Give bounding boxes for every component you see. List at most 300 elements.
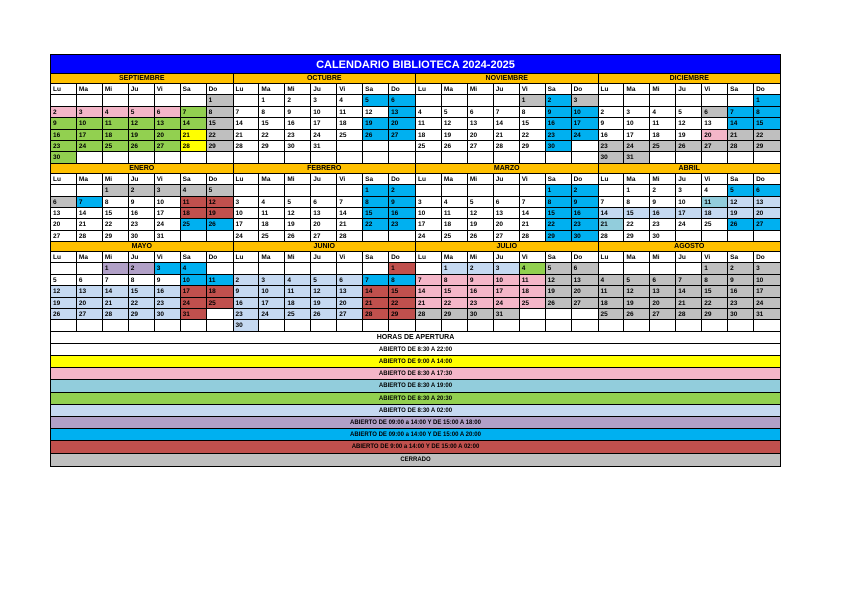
day-cell: 20 (494, 219, 520, 230)
day-cell (650, 95, 676, 106)
day-cell: 16 (285, 118, 311, 129)
day-cell (572, 141, 598, 152)
day-cell: 23 (234, 309, 260, 320)
day-cell: 21 (77, 219, 103, 230)
day-cell (468, 95, 494, 106)
day-cell (129, 95, 155, 106)
day-cell (702, 95, 728, 106)
day-cell (494, 185, 520, 196)
weekday-header: Vi (155, 252, 181, 263)
legend-item: CERRADO (51, 454, 780, 466)
day-cell (389, 231, 415, 242)
day-cell: 27 (311, 231, 337, 242)
day-cell: 14 (520, 208, 546, 219)
day-cell: 23 (51, 141, 77, 152)
day-cell: 26 (676, 141, 702, 152)
weekday-header: Sa (181, 174, 207, 185)
day-cell: 4 (285, 275, 311, 286)
month-febrero (234, 164, 417, 242)
day-cell: 4 (702, 185, 728, 196)
day-cell: 22 (702, 298, 728, 309)
day-cell: 7 (494, 107, 520, 118)
day-cell: 6 (337, 275, 363, 286)
day-cell (520, 185, 546, 196)
day-cell: 23 (599, 141, 625, 152)
day-cell (702, 320, 728, 331)
legend-item: ABIERTO DE 8:30 A 22:00 (51, 344, 780, 356)
day-cell: 18 (181, 208, 207, 219)
day-cell: 28 (234, 141, 260, 152)
day-cell: 15 (129, 286, 155, 297)
day-cell: 17 (572, 118, 598, 129)
day-cell: 25 (599, 309, 625, 320)
day-cell: 23 (389, 219, 415, 230)
weekday-header: Do (572, 252, 598, 263)
day-cell: 12 (546, 275, 572, 286)
day-cell (207, 320, 233, 331)
weekday-header: Do (572, 174, 598, 185)
day-cell: 20 (77, 298, 103, 309)
day-cell (234, 263, 260, 274)
legend-item: ABIERTO DE 8:30 A 17:30 (51, 368, 780, 380)
day-cell: 2 (129, 185, 155, 196)
day-cell (259, 263, 285, 274)
day-cell: 29 (207, 141, 233, 152)
day-cell: 16 (234, 298, 260, 309)
day-cell: 25 (416, 141, 442, 152)
day-cell: 28 (728, 141, 754, 152)
day-cell: 16 (51, 130, 77, 141)
day-cell: 6 (650, 275, 676, 286)
day-cell: 22 (103, 219, 129, 230)
day-cell: 31 (494, 309, 520, 320)
day-cell (572, 309, 598, 320)
weekday-header: Mi (103, 84, 129, 95)
day-cell (155, 152, 181, 163)
day-cell (416, 95, 442, 106)
day-cell: 28 (363, 309, 389, 320)
day-cell: 6 (754, 185, 780, 196)
day-cell: 19 (311, 298, 337, 309)
month-junio (234, 242, 417, 332)
month-agosto (599, 242, 782, 332)
day-cell: 30 (650, 231, 676, 242)
weekday-header: Do (389, 174, 415, 185)
day-cell (572, 152, 598, 163)
day-cell: 26 (285, 231, 311, 242)
day-cell: 14 (676, 286, 702, 297)
day-cell: 21 (181, 130, 207, 141)
day-cell: 8 (389, 275, 415, 286)
day-cell: 23 (285, 130, 311, 141)
day-cell: 5 (129, 107, 155, 118)
day-cell (416, 185, 442, 196)
day-cell (624, 263, 650, 274)
day-cell (337, 263, 363, 274)
day-cell (103, 95, 129, 106)
day-cell: 28 (416, 309, 442, 320)
day-cell: 1 (754, 95, 780, 106)
weekday-header: Mi (285, 174, 311, 185)
day-cell (207, 309, 233, 320)
day-cell (77, 320, 103, 331)
legend-item: ABIERTO DE 8:30 A 19:00 (51, 380, 780, 392)
day-cell: 28 (337, 231, 363, 242)
day-cell (207, 152, 233, 163)
day-cell (599, 185, 625, 196)
day-cell: 30 (51, 152, 77, 163)
month-enero (50, 164, 234, 242)
day-cell (129, 320, 155, 331)
day-cell (155, 320, 181, 331)
day-cell (728, 231, 754, 242)
day-cell: 7 (728, 107, 754, 118)
day-cell: 2 (389, 185, 415, 196)
weekday-header: Sa (728, 252, 754, 263)
day-cell: 6 (155, 107, 181, 118)
day-cell: 23 (650, 219, 676, 230)
day-cell: 31 (155, 231, 181, 242)
month-grid (51, 84, 233, 164)
weekday-header: Lu (234, 252, 260, 263)
day-cell: 17 (754, 286, 780, 297)
day-cell: 26 (468, 231, 494, 242)
legend-item: ABIERTO DE 8:30 A 20:30 (51, 393, 780, 405)
day-cell (728, 320, 754, 331)
day-cell (754, 320, 780, 331)
day-cell: 19 (676, 130, 702, 141)
day-cell: 26 (129, 141, 155, 152)
day-cell: 5 (311, 275, 337, 286)
day-cell: 15 (363, 208, 389, 219)
day-cell (285, 320, 311, 331)
day-cell: 21 (599, 219, 625, 230)
calendar-sheet (50, 54, 781, 467)
day-cell (259, 152, 285, 163)
day-cell: 29 (442, 309, 468, 320)
weekday-header: Ma (624, 252, 650, 263)
day-cell: 20 (650, 298, 676, 309)
day-cell: 24 (259, 309, 285, 320)
day-cell: 10 (311, 107, 337, 118)
day-cell (624, 320, 650, 331)
weekday-header: Lu (599, 84, 625, 95)
day-cell: 20 (311, 219, 337, 230)
weekday-header: Ma (77, 252, 103, 263)
day-cell: 13 (389, 107, 415, 118)
day-cell: 31 (754, 309, 780, 320)
day-cell: 29 (259, 141, 285, 152)
day-cell (468, 185, 494, 196)
day-cell: 27 (572, 298, 598, 309)
day-cell: 20 (337, 298, 363, 309)
weekday-header: Mi (650, 84, 676, 95)
day-cell: 28 (599, 231, 625, 242)
day-cell: 25 (181, 219, 207, 230)
day-cell: 30 (572, 231, 598, 242)
day-cell: 14 (416, 286, 442, 297)
day-cell: 19 (51, 298, 77, 309)
day-cell (207, 263, 233, 274)
day-cell: 2 (285, 95, 311, 106)
weekday-header: Ju (311, 174, 337, 185)
month-header: OCTUBRE (234, 74, 416, 84)
day-cell: 21 (234, 130, 260, 141)
day-cell (416, 263, 442, 274)
day-cell (599, 95, 625, 106)
day-cell (311, 152, 337, 163)
day-cell: 20 (572, 286, 598, 297)
day-cell: 13 (337, 286, 363, 297)
weekday-header: Ju (676, 252, 702, 263)
day-cell: 10 (624, 118, 650, 129)
day-cell: 5 (468, 197, 494, 208)
day-cell: 2 (572, 185, 598, 196)
day-cell: 14 (234, 118, 260, 129)
day-cell: 24 (754, 298, 780, 309)
day-cell: 14 (494, 118, 520, 129)
day-cell: 18 (442, 219, 468, 230)
day-cell: 10 (259, 286, 285, 297)
day-cell: 1 (259, 95, 285, 106)
day-cell: 8 (363, 197, 389, 208)
weekday-header: Ma (442, 84, 468, 95)
day-cell (702, 231, 728, 242)
weekday-header: Sa (546, 174, 572, 185)
day-cell: 9 (129, 197, 155, 208)
month-diciembre (599, 74, 782, 164)
day-cell: 20 (754, 208, 780, 219)
day-cell: 8 (259, 107, 285, 118)
day-cell (624, 95, 650, 106)
day-cell: 30 (468, 309, 494, 320)
day-cell (77, 95, 103, 106)
day-cell (103, 320, 129, 331)
day-cell: 24 (234, 231, 260, 242)
weekday-header: Lu (51, 252, 77, 263)
day-cell: 4 (181, 185, 207, 196)
weekday-header: Ma (77, 84, 103, 95)
day-cell: 25 (520, 298, 546, 309)
day-cell: 27 (155, 141, 181, 152)
day-cell: 11 (599, 286, 625, 297)
weekday-header: Mi (285, 84, 311, 95)
weekday-header: Do (207, 174, 233, 185)
weekday-header: Vi (155, 84, 181, 95)
weekday-header: Vi (155, 174, 181, 185)
weekday-header: Sa (181, 252, 207, 263)
day-cell: 22 (624, 219, 650, 230)
day-cell: 29 (103, 231, 129, 242)
day-cell: 15 (702, 286, 728, 297)
day-cell: 29 (520, 141, 546, 152)
day-cell: 8 (754, 107, 780, 118)
day-cell: 5 (207, 185, 233, 196)
day-cell: 23 (546, 130, 572, 141)
weekday-header: Lu (51, 84, 77, 95)
day-cell (234, 152, 260, 163)
month-grid (599, 252, 781, 332)
day-cell: 6 (468, 107, 494, 118)
day-cell: 7 (599, 197, 625, 208)
month-grid (416, 84, 598, 164)
weekday-header: Mi (468, 252, 494, 263)
day-cell: 13 (155, 118, 181, 129)
day-cell: 9 (389, 197, 415, 208)
day-cell: 22 (129, 298, 155, 309)
day-cell: 24 (77, 141, 103, 152)
day-cell: 12 (207, 197, 233, 208)
day-cell: 10 (181, 275, 207, 286)
day-cell: 1 (624, 185, 650, 196)
day-cell: 8 (103, 197, 129, 208)
day-cell: 4 (416, 107, 442, 118)
day-cell (207, 231, 233, 242)
day-cell: 29 (129, 309, 155, 320)
day-cell (234, 95, 260, 106)
day-cell: 4 (103, 107, 129, 118)
day-cell: 12 (285, 208, 311, 219)
day-cell: 23 (728, 298, 754, 309)
day-cell (51, 263, 77, 274)
day-cell: 17 (416, 219, 442, 230)
day-cell (389, 141, 415, 152)
day-cell: 12 (311, 286, 337, 297)
day-cell: 27 (494, 231, 520, 242)
day-cell: 25 (442, 231, 468, 242)
weekday-header: Vi (337, 252, 363, 263)
day-cell: 11 (442, 208, 468, 219)
weekday-header: Vi (520, 174, 546, 185)
day-cell: 26 (207, 219, 233, 230)
day-cell: 1 (546, 185, 572, 196)
day-cell: 22 (546, 219, 572, 230)
day-cell: 6 (51, 197, 77, 208)
day-cell: 15 (442, 286, 468, 297)
day-cell (442, 185, 468, 196)
day-cell: 25 (337, 130, 363, 141)
day-cell: 12 (728, 197, 754, 208)
weekday-header: Do (754, 174, 780, 185)
day-cell: 31 (181, 309, 207, 320)
weekday-header: Do (389, 252, 415, 263)
day-cell: 13 (702, 118, 728, 129)
day-cell: 26 (546, 298, 572, 309)
day-cell: 30 (546, 141, 572, 152)
day-cell: 6 (494, 197, 520, 208)
day-cell: 28 (676, 309, 702, 320)
day-cell: 17 (234, 219, 260, 230)
day-cell: 28 (103, 309, 129, 320)
weekday-header: Mi (285, 252, 311, 263)
day-cell: 12 (51, 286, 77, 297)
day-cell: 9 (650, 197, 676, 208)
day-cell (285, 152, 311, 163)
day-cell: 2 (650, 185, 676, 196)
day-cell: 18 (337, 118, 363, 129)
day-cell (389, 320, 415, 331)
day-cell: 18 (103, 130, 129, 141)
day-cell (234, 185, 260, 196)
day-cell: 16 (728, 286, 754, 297)
weekday-header: Mi (468, 174, 494, 185)
day-cell: 25 (259, 231, 285, 242)
weekday-header: Ma (259, 174, 285, 185)
day-cell (676, 95, 702, 106)
day-cell: 1 (702, 263, 728, 274)
day-cell: 10 (754, 275, 780, 286)
day-cell (520, 320, 546, 331)
day-cell: 27 (468, 141, 494, 152)
day-cell: 19 (285, 219, 311, 230)
day-cell: 10 (234, 208, 260, 219)
month-header: ABRIL (599, 164, 781, 174)
day-cell: 7 (520, 197, 546, 208)
day-cell: 25 (702, 219, 728, 230)
day-cell (676, 152, 702, 163)
day-cell: 25 (103, 141, 129, 152)
day-cell: 21 (676, 298, 702, 309)
day-cell (337, 185, 363, 196)
month-header: MARZO (416, 164, 598, 174)
day-cell: 13 (650, 286, 676, 297)
day-cell: 17 (494, 286, 520, 297)
day-cell: 24 (416, 231, 442, 242)
day-cell: 16 (129, 208, 155, 219)
day-cell (599, 320, 625, 331)
day-cell: 27 (337, 309, 363, 320)
day-cell (181, 231, 207, 242)
day-cell: 22 (754, 130, 780, 141)
day-cell: 11 (103, 118, 129, 129)
day-cell: 23 (468, 298, 494, 309)
day-cell: 15 (389, 286, 415, 297)
day-cell (311, 185, 337, 196)
day-cell: 16 (546, 118, 572, 129)
day-cell: 5 (442, 107, 468, 118)
day-cell (572, 320, 598, 331)
weekday-header: Mi (103, 174, 129, 185)
day-cell (77, 185, 103, 196)
month-header: NOVIEMBRE (416, 74, 598, 84)
day-cell: 2 (129, 263, 155, 274)
day-cell: 3 (676, 185, 702, 196)
day-cell: 26 (624, 309, 650, 320)
month-header: SEPTIEMBRE (51, 74, 233, 84)
day-cell: 3 (155, 263, 181, 274)
weekday-header: Ju (676, 84, 702, 95)
day-cell: 5 (624, 275, 650, 286)
day-cell: 3 (77, 107, 103, 118)
day-cell: 19 (546, 286, 572, 297)
month-grid (234, 174, 416, 242)
day-cell: 2 (728, 263, 754, 274)
weekday-header: Vi (520, 252, 546, 263)
day-cell: 24 (311, 130, 337, 141)
day-cell: 8 (520, 107, 546, 118)
day-cell: 3 (234, 197, 260, 208)
day-cell: 30 (285, 141, 311, 152)
day-cell: 30 (728, 309, 754, 320)
day-cell: 17 (676, 208, 702, 219)
day-cell (728, 95, 754, 106)
day-cell: 21 (728, 130, 754, 141)
legend-item: ABIERTO DE 8:30 A 02:00 (51, 405, 780, 417)
weekday-header: Vi (702, 252, 728, 263)
month-grid (599, 174, 781, 242)
day-cell (77, 263, 103, 274)
weekday-header: Lu (234, 84, 260, 95)
